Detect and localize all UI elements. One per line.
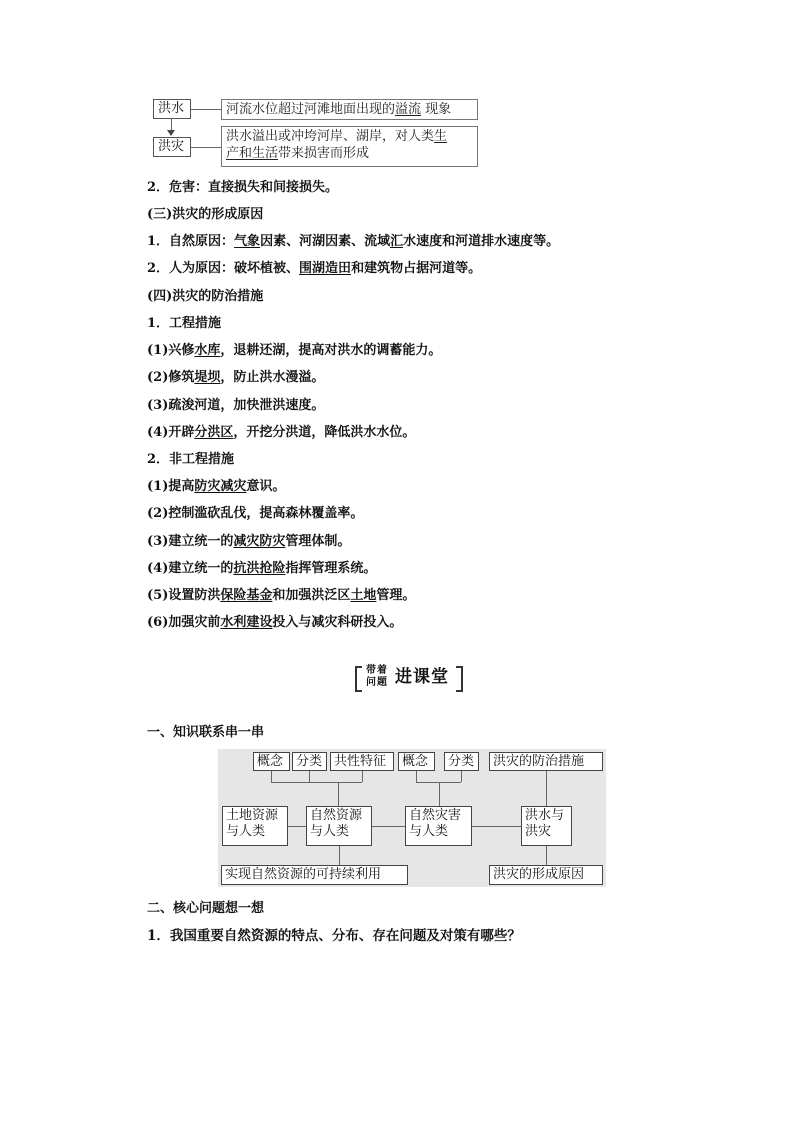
text: ，退耕还湖，提高对洪水的调蓄能力。 bbox=[220, 343, 442, 358]
node-flood-causes: 洪灾的形成原因 bbox=[489, 865, 603, 885]
section4-title: (四)洪灾的防治措施 bbox=[147, 289, 264, 304]
map-line bbox=[338, 782, 339, 806]
noneng-item-6 bbox=[147, 615, 402, 631]
map-line bbox=[362, 770, 363, 782]
bracket-right-icon bbox=[456, 666, 463, 692]
banner-title: 进课堂 bbox=[395, 667, 449, 687]
node-line: 与人类 bbox=[226, 824, 266, 839]
bracket-left-icon bbox=[355, 666, 362, 692]
eng-item-2 bbox=[147, 370, 324, 386]
eng-item-3: (3)疏浚河道，加快泄洪速度。 bbox=[147, 398, 325, 413]
banner-small-bottom: 问题 bbox=[366, 677, 388, 688]
disaster-def-l2: 带来损害而形成 bbox=[278, 146, 370, 161]
map-line bbox=[546, 770, 547, 806]
node-classification-2: 分类 bbox=[444, 752, 479, 771]
noneng-item-1 bbox=[147, 479, 285, 495]
noneng-item-4 bbox=[147, 561, 376, 577]
map-line bbox=[372, 826, 405, 827]
text: 管理体制。 bbox=[285, 534, 351, 549]
node-line: 土地资源 bbox=[226, 808, 279, 823]
noneng-item-3 bbox=[147, 534, 350, 550]
disaster-definition-box bbox=[221, 126, 478, 167]
underlined-text: 抗洪抢险 bbox=[233, 561, 286, 576]
text: 2．人为原因：破坏植被、 bbox=[147, 261, 300, 276]
node-sustainable-use: 实现自然资源的可持续利用 bbox=[221, 865, 408, 885]
engineering-title: 1．工程措施 bbox=[147, 316, 222, 331]
text: 和建筑物占据河道等。 bbox=[351, 261, 482, 276]
text: 因素、河湖因素、流域 bbox=[260, 234, 391, 249]
banner-small-top: 带着 bbox=[366, 665, 388, 676]
flood-def-underline: 溢流 bbox=[395, 102, 422, 117]
node-concept-2: 概念 bbox=[398, 752, 435, 771]
map-line bbox=[416, 770, 417, 782]
part1-title: 一、知识联系串一串 bbox=[147, 725, 265, 740]
node-natural-disasters bbox=[405, 806, 472, 846]
question-1: 1．我国重要自然资源的特点、分布、存在问题及对策有哪些？ bbox=[147, 928, 521, 944]
map-line bbox=[461, 770, 462, 782]
text: (1)兴修 bbox=[147, 343, 195, 358]
flood-def-tail: 现象 bbox=[421, 102, 452, 117]
section3-title: (三)洪灾的形成原因 bbox=[147, 207, 264, 222]
section-banner bbox=[355, 664, 465, 692]
node-land-resources bbox=[222, 806, 288, 846]
map-line bbox=[288, 826, 308, 827]
text: (1)提高 bbox=[147, 479, 195, 494]
flood-definition-box bbox=[221, 99, 478, 120]
underlined-text: 气象 bbox=[234, 234, 261, 249]
text: (4)建立统一的 bbox=[147, 561, 234, 576]
node-line: 自然资源 bbox=[310, 808, 363, 823]
underlined-text: 水库 bbox=[194, 343, 221, 358]
natural-causes bbox=[147, 234, 559, 250]
text: 管理。 bbox=[376, 588, 416, 603]
noneng-item-2: (2)控制滥砍乱伐，提高森林覆盖率。 bbox=[147, 506, 364, 521]
text: ，开挖分洪道，降低洪水水位。 bbox=[233, 425, 416, 440]
eng-item-1 bbox=[147, 343, 441, 359]
node-common-features: 共性特征 bbox=[330, 752, 394, 771]
text: (4)开辟 bbox=[147, 425, 195, 440]
term-disaster-box: 洪灾 bbox=[153, 137, 191, 157]
node-flood-prevention: 洪灾的防治措施 bbox=[489, 752, 603, 771]
non-engineering-title: 2．非工程措施 bbox=[147, 452, 235, 467]
text: 投入与减灾科研投入。 bbox=[272, 615, 403, 630]
map-line bbox=[439, 782, 440, 806]
connector-disaster bbox=[191, 147, 221, 148]
map-line bbox=[339, 846, 340, 865]
part2-title: 二、核心问题想一想 bbox=[147, 901, 265, 916]
connector-flood bbox=[191, 109, 221, 110]
text: (5)设置防洪 bbox=[147, 588, 221, 603]
text: 和加强洪泛区 bbox=[272, 588, 351, 603]
disaster-def-l2-u: 产和生活 bbox=[226, 146, 279, 161]
node-line: 与人类 bbox=[310, 824, 350, 839]
node-classification-1: 分类 bbox=[292, 752, 327, 771]
disaster-def-l1: 洪水溢出或冲垮河岸、湖岸，对人类 bbox=[226, 129, 435, 144]
underlined-text: 保险基金 bbox=[220, 588, 273, 603]
underlined-text: 汇 bbox=[390, 234, 404, 249]
underlined-text: 围湖造田 bbox=[299, 261, 352, 276]
term-flood-box: 洪水 bbox=[153, 99, 191, 119]
text: ，防止洪水漫溢。 bbox=[220, 370, 325, 385]
eng-item-4 bbox=[147, 425, 415, 441]
map-line bbox=[309, 770, 310, 782]
node-line: 自然灾害 bbox=[409, 808, 462, 823]
text: 意识。 bbox=[246, 479, 286, 494]
underlined-text: 水利建设 bbox=[220, 615, 273, 630]
text: (3)建立统一的 bbox=[147, 534, 234, 549]
map-line bbox=[546, 846, 547, 865]
node-flood-disaster bbox=[521, 806, 572, 846]
node-concept-1: 概念 bbox=[253, 752, 290, 771]
node-line: 洪灾 bbox=[525, 824, 552, 839]
text: (2)修筑 bbox=[147, 370, 195, 385]
arrow-down-icon bbox=[167, 130, 175, 136]
map-line bbox=[271, 770, 272, 782]
text: 1．自然原因： bbox=[147, 234, 235, 249]
text: (6)加强灾前 bbox=[147, 615, 221, 630]
hazard-line: 2．危害：直接损失和间接损失。 bbox=[147, 180, 339, 195]
human-causes bbox=[147, 261, 481, 277]
map-line bbox=[271, 782, 362, 783]
node-natural-resources bbox=[306, 806, 372, 846]
text: 指挥管理系统。 bbox=[285, 561, 377, 576]
underlined-text: 分洪区 bbox=[194, 425, 234, 440]
node-line: 洪水与 bbox=[525, 808, 565, 823]
text: 水速度和河道排水速度等。 bbox=[403, 234, 560, 249]
underlined-text: 堤坝 bbox=[194, 370, 221, 385]
flood-def-text: 河流水位超过河滩地面出现的 bbox=[226, 102, 396, 117]
underlined-text: 土地 bbox=[350, 588, 377, 603]
underlined-text: 减灾防灾 bbox=[233, 534, 286, 549]
underlined-text: 防灾减灾 bbox=[194, 479, 247, 494]
node-line: 与人类 bbox=[409, 824, 449, 839]
map-line bbox=[472, 826, 521, 827]
disaster-def-l1-u: 生 bbox=[434, 129, 448, 144]
noneng-item-5 bbox=[147, 588, 415, 604]
